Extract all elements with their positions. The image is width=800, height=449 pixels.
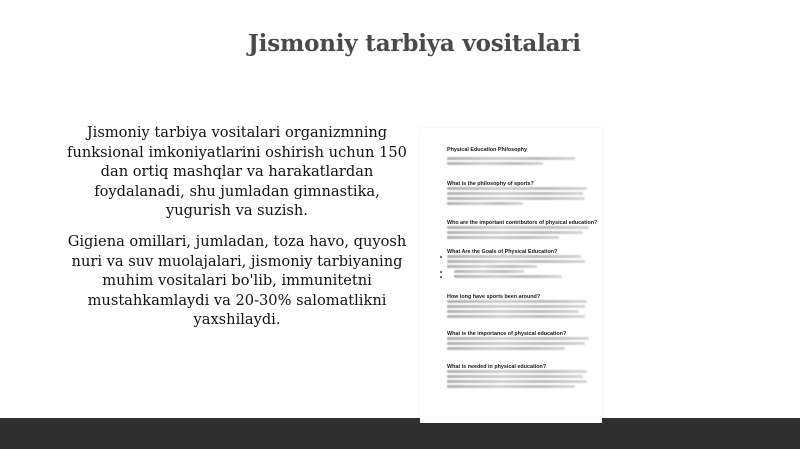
doc-bullet-icon — [440, 276, 442, 278]
bottom-bar — [0, 418, 800, 449]
doc-heading: How long have sports been around? — [447, 294, 541, 300]
doc-heading: What is the philosophy of sports? — [447, 181, 534, 187]
doc-text-line — [454, 270, 524, 273]
doc-text-line — [447, 375, 583, 378]
doc-text-line — [447, 315, 585, 318]
doc-bullet-icon — [440, 256, 442, 258]
doc-text-line — [447, 380, 587, 383]
doc-text-line — [447, 197, 585, 200]
doc-text-line — [447, 370, 587, 373]
doc-heading: Who are the important contributors of physical education? — [447, 220, 598, 226]
body-paragraph-1: Jismoniy tarbiya vositalari organizmning funksional imkoniyatlarini oshirish uchun 150 dan ortiq mashqlar va harakatlardan foydalanadi, shu jumladan gimnastika, yugurish va suzish. — [67, 124, 407, 220]
doc-text-line — [447, 260, 585, 263]
doc-text-line — [447, 255, 581, 258]
doc-text-line — [447, 162, 543, 165]
doc-text-line — [447, 300, 587, 303]
doc-text-line — [447, 157, 575, 160]
doc-text-line — [447, 202, 523, 205]
doc-heading: What Are the Goals of Physical Education? — [447, 249, 558, 255]
doc-text-line — [447, 265, 537, 268]
doc-heading: What is the importance of physical education? — [447, 331, 567, 337]
doc-text-line — [447, 236, 559, 239]
doc-text-line — [447, 347, 565, 350]
document-thumbnail-image — [420, 128, 602, 423]
doc-text-line — [447, 310, 579, 313]
doc-text-line — [447, 226, 589, 229]
slide-title: Jismoniy tarbiya vositalari — [248, 30, 581, 57]
doc-heading: Physical Education Philosophy — [447, 147, 527, 153]
doc-text-line — [447, 337, 589, 340]
doc-text-line — [447, 187, 587, 190]
body-paragraph-2: Gigiena omillari, jumladan, toza havo, quyosh nuri va suv muolajalari, jismoniy tarbiyaning muhim vositalari bo'lib, immunitetni mustahkamlaydi va 20-30% salomatlikni yaxshilaydi. — [67, 233, 407, 329]
doc-heading: What is needed in physical education? — [447, 364, 547, 370]
doc-text-line — [454, 275, 562, 278]
doc-text-line — [447, 305, 585, 308]
doc-text-line — [447, 192, 583, 195]
doc-bullet-icon — [440, 271, 442, 273]
doc-text-line — [447, 342, 585, 345]
doc-text-line — [447, 385, 575, 388]
doc-text-line — [447, 231, 583, 234]
